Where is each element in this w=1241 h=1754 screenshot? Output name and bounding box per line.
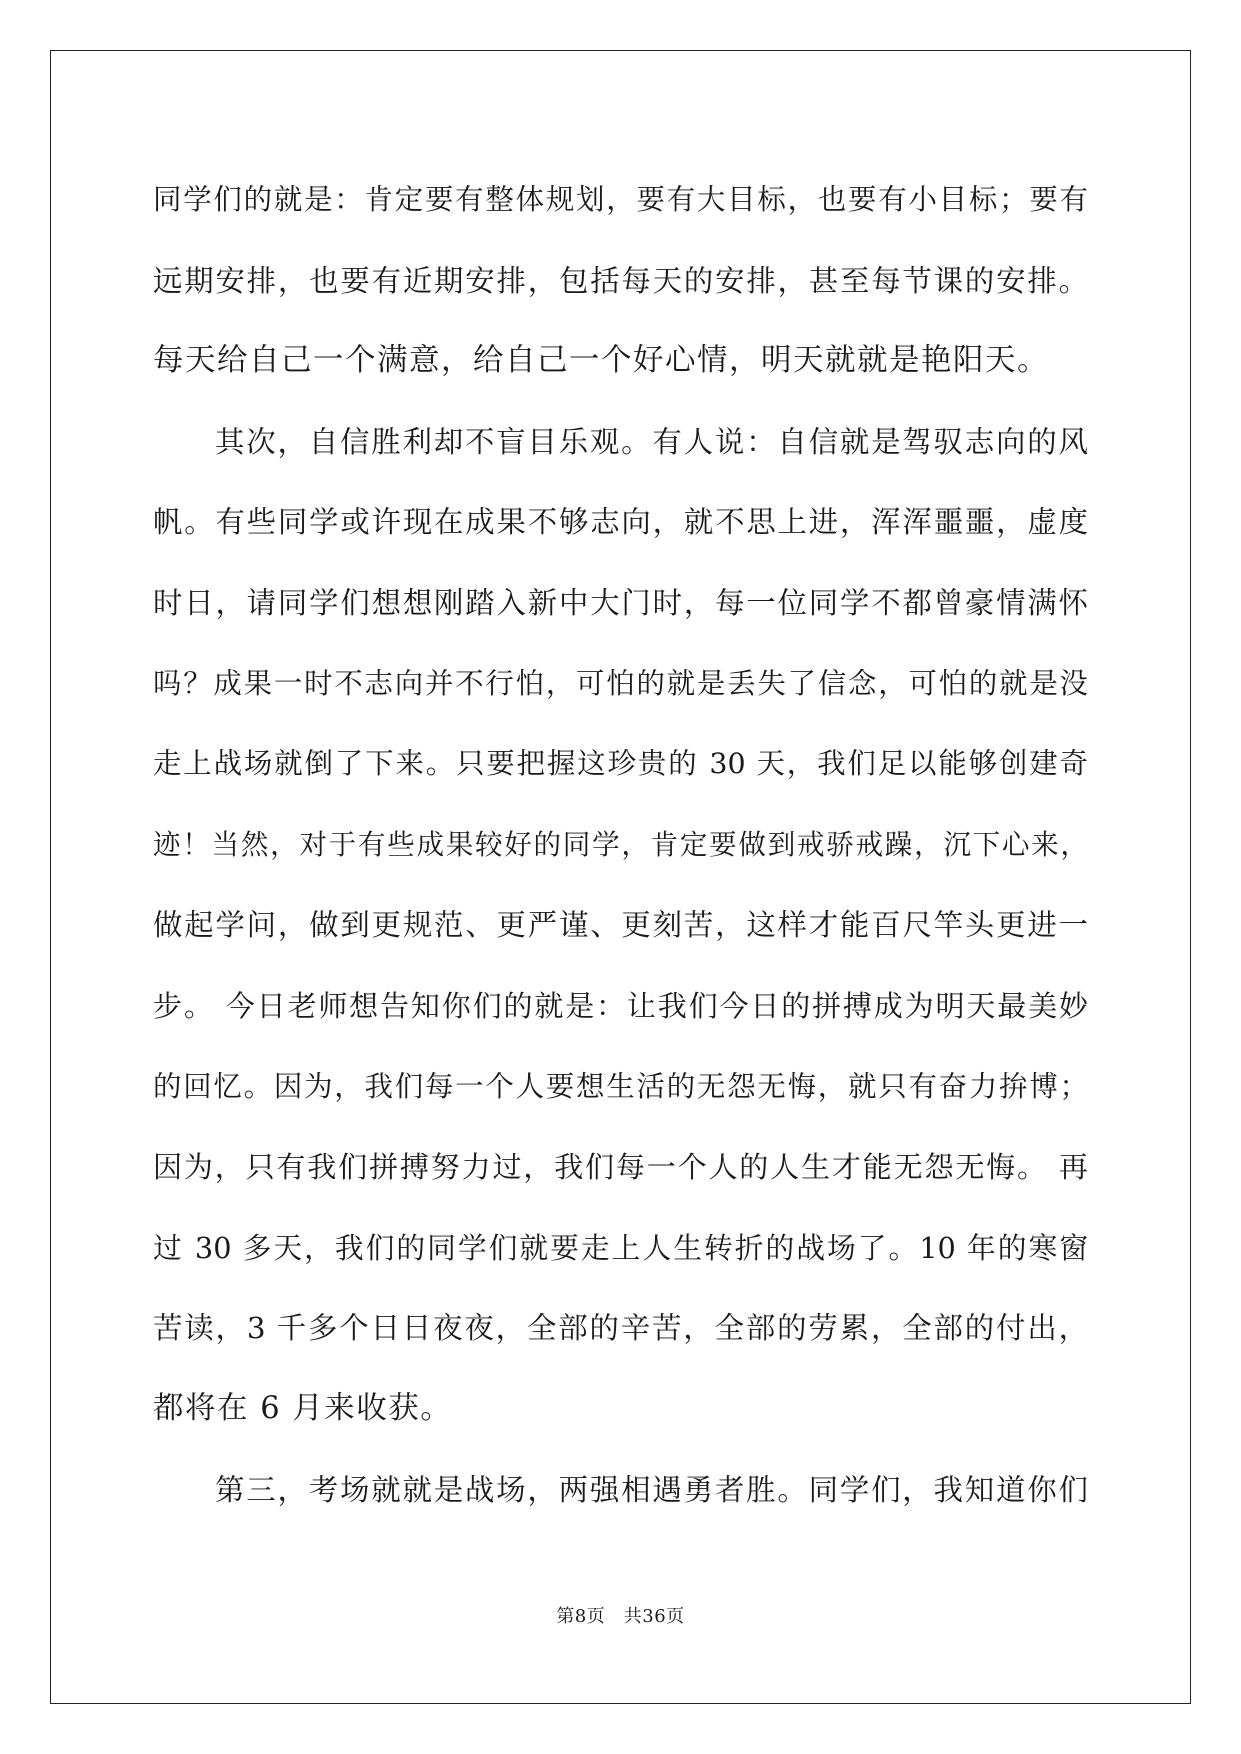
text-line: 的回忆。因为，我们每一个人要想生活的无怨无悔，就只有奋力拚博； — [153, 1069, 1088, 1103]
text-line: 其次，自信胜利却不盲目乐观。有人说：自信就是驾驭志向的风 — [215, 424, 1088, 459]
text-line: 时日，请同学们想想刚踏入新中大门时，每一位同学不都曾豪情满怀 — [153, 585, 1088, 620]
page-number-label: 第8页 共36页 — [556, 1606, 685, 1627]
page-footer — [0, 1602, 1241, 1628]
text-line: 走上战场就倒了下来。只要把握这珍贵的 30 天，我们足以能够创建奇 — [153, 747, 1088, 781]
text-line: 远期安排，也要有近期安排，包括每天的安排，甚至每节课的安排。 — [153, 263, 1088, 298]
text-line: 做起学问，做到更规范、更严谨、更刻苦，这样才能百尺竿头更进一 — [153, 908, 1088, 943]
paragraph — [153, 402, 1088, 1450]
text-line: 都将在 6 月来收获。 — [153, 1390, 453, 1426]
text-line: 苦读，3 千多个日日夜夜，全部的辛苦，全部的劳累，全部的付出， — [153, 1311, 1088, 1346]
text-line: 第三，考场就就是战场，两强相遇勇者胜。同学们，我知道你们 — [215, 1472, 1088, 1507]
text-line: 过 30 多天，我们的同学们就要走上人生转折的战场了。10 年的寒窗 — [153, 1230, 1088, 1265]
text-line: 步。 今日老师想告知你们的就是：让我们今日的拼搏成为明天最美妙 — [153, 988, 1088, 1023]
text-line: 帆。有些同学或许现在成果不够志向，就不思上进，浑浑噩噩，虚度 — [153, 505, 1088, 540]
text-line: 同学们的就是：肯定要有整体规划，要有大目标，也要有小目标；要有 — [153, 183, 1088, 216]
text-line: 每天给自己一个满意，给自己一个好心情，明天就就是艳阳天。 — [153, 343, 1049, 379]
text-line: 吗？成果一时不志向并不行怕，可怕的就是丢失了信念，可怕的就是没 — [153, 666, 1088, 700]
paragraph — [153, 160, 1088, 402]
document-body — [153, 160, 1088, 1530]
text-line: 迹！当然，对于有些成果较好的同学，肯定要做到戒骄戒躁，沉下心来， — [153, 827, 1088, 861]
text-line: 因为，只有我们拼搏努力过，我们每一个人的人生才能无怨无悔。 再 — [153, 1150, 1088, 1185]
paragraph — [153, 1450, 1088, 1531]
